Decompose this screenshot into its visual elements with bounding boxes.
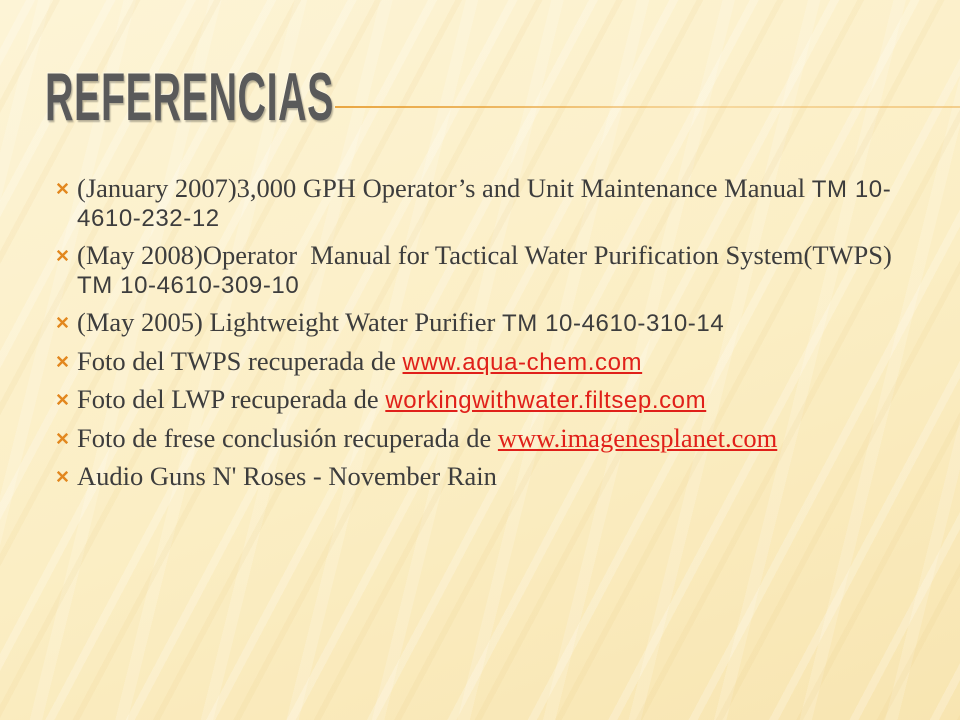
reference-text: (May 2008)Operator Manual for Tactical Water Purification System(TWPS) xyxy=(77,240,892,270)
references-list xyxy=(55,174,905,501)
x-bullet-icon xyxy=(57,317,68,328)
reference-text: Foto del TWPS recuperada de xyxy=(77,345,396,376)
x-bullet-icon xyxy=(57,356,68,367)
reference-text: (May 2005) Lightweight Water Purifier xyxy=(77,307,496,337)
reference-item xyxy=(55,308,905,337)
reference-link[interactable]: www.imagenesplanet.com xyxy=(497,422,778,453)
manual-code: TM 10-4610-309-10 xyxy=(77,271,300,299)
x-bullet-icon xyxy=(57,250,68,261)
x-bullet-icon xyxy=(57,471,68,482)
reference-link[interactable]: www.aqua-chem.com xyxy=(402,348,643,376)
reference-item xyxy=(55,174,905,231)
x-bullet-icon xyxy=(57,433,68,444)
reference-text: Audio Guns N' Roses - November Rain xyxy=(77,461,497,491)
reference-text: Foto del LWP recuperada de xyxy=(77,384,379,414)
manual-code: TM 10-4610-310-14 xyxy=(501,310,725,337)
reference-link[interactable]: workingwithwater.filtsep.com xyxy=(385,387,707,414)
x-bullet-icon xyxy=(57,183,68,194)
reference-text: Foto de frese conclusión recuperada de xyxy=(77,422,492,453)
x-bullet-icon xyxy=(57,394,68,405)
manual-code: TM 10-4610-232-12 xyxy=(77,176,892,232)
title-underline xyxy=(335,106,960,108)
reference-item xyxy=(55,424,905,453)
reference-item xyxy=(55,462,905,491)
reference-text: (January 2007)3,000 GPH Operator’s and Unit Maintenance Manual xyxy=(77,173,806,203)
reference-item xyxy=(55,385,905,414)
slide-title: REFERENCIAS xyxy=(45,59,335,135)
reference-item xyxy=(55,347,905,376)
reference-item xyxy=(55,241,905,298)
